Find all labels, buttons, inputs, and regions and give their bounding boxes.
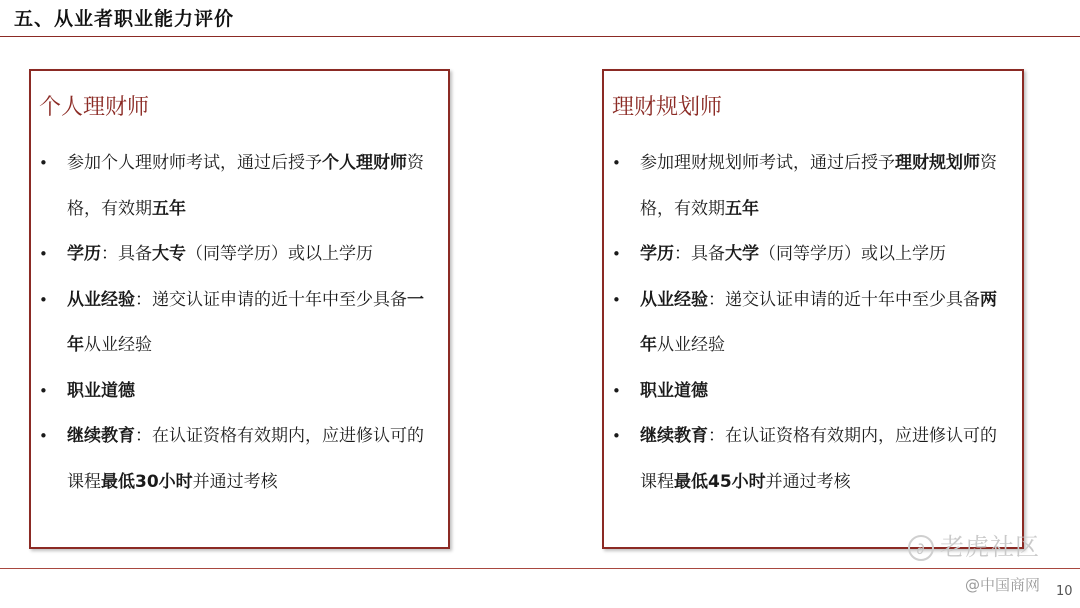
- emphasis-text: 个人理财师: [322, 153, 407, 173]
- item-text: 从业经验: [84, 335, 152, 355]
- page-title: 五、从业者职业能力评价: [14, 8, 235, 30]
- requirement-list: [39, 141, 431, 505]
- list-item: [39, 414, 431, 505]
- item-text: 资格，有效期: [67, 153, 424, 219]
- item-text: ：递交认证申请的近十年中至少具备: [708, 289, 980, 310]
- list-item: [612, 278, 1004, 369]
- emphasis-text: 五年: [152, 198, 186, 219]
- emphasis-text: 最低45小时: [674, 471, 766, 492]
- list-item: [39, 369, 431, 415]
- emphasis-text: 最低30小时: [101, 471, 193, 492]
- item-text: （同等学历）或以上学历: [186, 244, 373, 264]
- emphasis-text: 理财规划师: [895, 153, 980, 173]
- requirement-list: [612, 141, 1004, 505]
- watermark-brand: 老虎社区: [940, 533, 1040, 561]
- card-title: 理财规划师: [612, 95, 723, 120]
- list-item: [612, 232, 1004, 278]
- item-text: ：具备: [101, 244, 152, 264]
- header-divider: [0, 36, 1080, 37]
- item-text: ：在认证资格有效期内，应进修认可的课程: [640, 426, 997, 492]
- card-title: 个人理财师: [39, 95, 150, 120]
- tiger-community-logo-icon: ∂: [908, 535, 934, 561]
- emphasis-text: 从业经验: [640, 289, 708, 310]
- item-text: （同等学历）或以上学历: [759, 244, 946, 264]
- footer-divider: [0, 568, 1080, 569]
- item-text: ：具备: [674, 244, 725, 264]
- item-text: 参加理财规划师考试，通过后授予: [640, 153, 895, 173]
- emphasis-text: 一年: [67, 289, 424, 355]
- card-personal-financial-planner: [29, 69, 450, 549]
- item-text: 并通过考核: [765, 471, 851, 492]
- item-text: 参加个人理财师考试，通过后授予: [67, 153, 322, 173]
- emphasis-text: 五年: [725, 198, 759, 219]
- list-item: [612, 414, 1004, 505]
- item-text: ：在认证资格有效期内，应进修认可的课程: [67, 426, 424, 492]
- list-item: [612, 369, 1004, 415]
- item-text: 从业经验: [657, 335, 725, 355]
- list-item: [39, 278, 431, 369]
- item-text: ：递交认证申请的近十年中至少具备: [135, 289, 407, 310]
- list-item: [39, 141, 431, 232]
- list-item: [39, 232, 431, 278]
- emphasis-text: 两年: [640, 289, 997, 355]
- page-number: 10: [1056, 584, 1073, 599]
- emphasis-text: 学历: [67, 244, 101, 264]
- item-text: 资格，有效期: [640, 153, 997, 219]
- watermark: [908, 527, 1040, 562]
- item-text: 并通过考核: [192, 471, 278, 492]
- emphasis-text: 从业经验: [67, 289, 135, 310]
- emphasis-text: 继续教育: [640, 426, 708, 446]
- emphasis-text: 学历: [640, 244, 674, 264]
- emphasis-text: 大专: [152, 244, 186, 264]
- emphasis-text: 大学: [725, 244, 759, 264]
- watermark-secondary: @中国商网: [965, 576, 1041, 594]
- list-item: [612, 141, 1004, 232]
- emphasis-text: 继续教育: [67, 426, 135, 446]
- emphasis-text: 职业道德: [640, 380, 708, 401]
- emphasis-text: 职业道德: [67, 380, 135, 401]
- card-financial-planner: [602, 69, 1024, 549]
